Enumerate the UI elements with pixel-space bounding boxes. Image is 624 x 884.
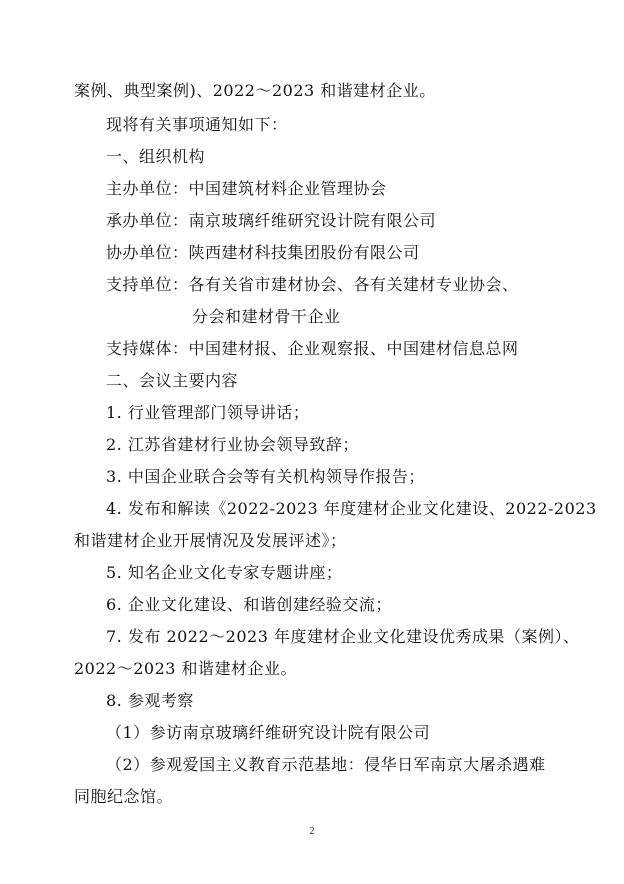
- list-item: 3. 中国企业联合会等有关机构领导作报告；: [106, 467, 425, 486]
- sub-list-item-continuation: 同胞纪念馆。: [74, 787, 174, 806]
- list-item-continuation: 和谐建材企业开展情况及发展评述》；: [74, 531, 347, 550]
- text-line: 协办单位：陕西建材科技集团股份有限公司: [106, 243, 420, 262]
- sub-list-item: （2）参观爱国主义教育示范基地：侵华日军南京大屠杀遇难: [106, 755, 546, 774]
- text-line: 支持单位：各有关省市建材协会、各有关建材专业协会、: [106, 275, 519, 294]
- list-item: 2. 江苏省建材行业协会领导致辞；: [106, 435, 359, 454]
- text-line: 现将有关事项通知如下：: [106, 115, 288, 134]
- list-item: 5. 知名企业文化专家专题讲座；: [106, 563, 343, 582]
- list-item: 6. 企业文化建设、和谐创建经验交流；: [106, 595, 392, 614]
- list-item: 7. 发布 2022～2023 年度建材企业文化建设优秀成果（案例）、: [106, 627, 580, 646]
- text-line: 案例、典型案例)、2022～2023 和谐建材企业。: [74, 81, 436, 100]
- list-item: 1. 行业管理部门领导讲话；: [106, 403, 310, 422]
- section-heading: 二、会议主要内容: [106, 371, 239, 390]
- list-item-continuation: 2022～2023 和谐建材企业。: [74, 659, 298, 678]
- text-line: 承办单位：南京玻璃纤维研究设计院有限公司: [106, 211, 437, 230]
- section-heading: 一、组织机构: [106, 147, 206, 166]
- sub-list-item: （1）参访南京玻璃纤维研究设计院有限公司: [106, 723, 431, 742]
- list-item: 8. 参观考察: [106, 691, 194, 710]
- text-line: 支持媒体：中国建材报、企业观察报、中国建材信息总网: [106, 339, 519, 358]
- list-item: 4. 发布和解读《2022-2023 年度建材企业文化建设、2022-2023: [106, 499, 597, 518]
- page-number: 2: [309, 826, 315, 837]
- text-line: 分会和建材骨干企业: [192, 307, 341, 326]
- text-line: 主办单位：中国建筑材料企业管理协会: [106, 179, 387, 198]
